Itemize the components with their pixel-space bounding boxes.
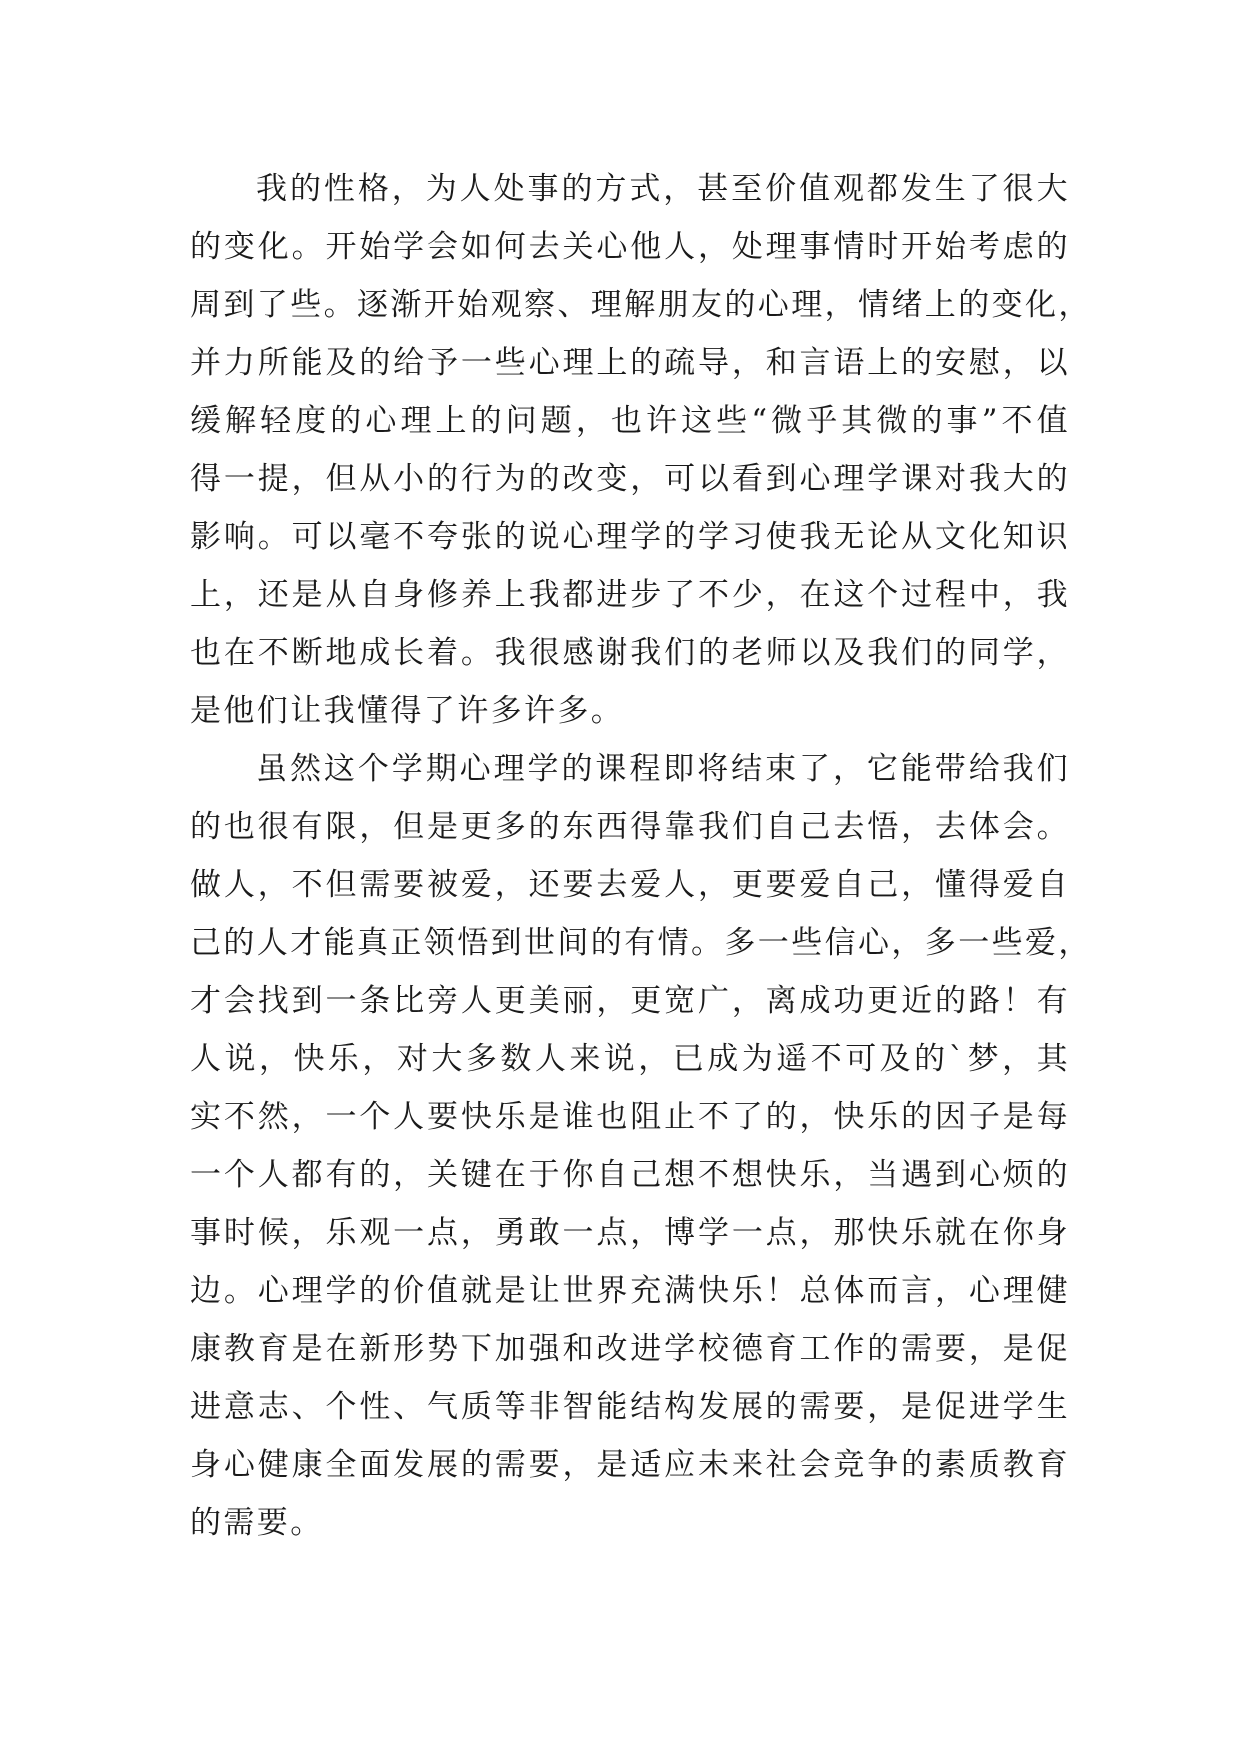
- text-line: 实不然，一个人要快乐是谁也阻止不了的，快乐的因子是每: [190, 1099, 1070, 1135]
- text-line: 缓解轻度的心理上的问题，也许这些“微乎其微的事”不值: [190, 403, 1070, 439]
- text-line: 我的性格，为人处事的方式，甚至价值观都发生了很大: [256, 171, 1070, 207]
- paragraph-1: [190, 160, 1092, 740]
- text-line: 并力所能及的给予一些心理上的疏导，和言语上的安慰，以: [190, 345, 1070, 381]
- text-line: 己的人才能真正领悟到世间的有情。多一些信心，多一些爱，: [190, 925, 1092, 961]
- text-line: 得一提，但从小的行为的改变，可以看到心理学课对我大的: [190, 461, 1070, 497]
- text-line: 人说，快乐，对大多数人来说，已成为遥不可及的`梦，其: [190, 1041, 1070, 1077]
- text-line: 的需要。: [190, 1505, 324, 1541]
- text-line: 进意志、个性、气质等非智能结构发展的需要，是促进学生: [190, 1389, 1070, 1425]
- text-line: 做人，不但需要被爱，还要去爱人，更要爱自己，懂得爱自: [190, 867, 1070, 903]
- text-line: 才会找到一条比旁人更美丽，更宽广，离成功更近的路！有: [190, 983, 1070, 1019]
- text-line: 身心健康全面发展的需要，是适应未来社会竞争的素质教育: [190, 1447, 1070, 1483]
- text-line: 是他们让我懂得了许多许多。: [190, 693, 625, 729]
- paragraph-2: [190, 740, 1092, 1552]
- text-line: 一个人都有的，关键在于你自己想不想快乐，当遇到心烦的: [190, 1157, 1070, 1193]
- text-line: 边。心理学的价值就是让世界充满快乐！总体而言，心理健: [190, 1273, 1070, 1309]
- text-line: 的也很有限，但是更多的东西得靠我们自己去悟，去体会。: [190, 809, 1070, 845]
- text-line: 康教育是在新形势下加强和改进学校德育工作的需要，是促: [190, 1331, 1070, 1367]
- text-line: 也在不断地成长着。我很感谢我们的老师以及我们的同学，: [190, 635, 1070, 671]
- text-line: 的变化。开始学会如何去关心他人，处理事情时开始考虑的: [190, 229, 1070, 265]
- text-line: 事时候，乐观一点，勇敢一点，博学一点，那快乐就在你身: [190, 1215, 1070, 1251]
- text-line: 周到了些。逐渐开始观察、理解朋友的心理，情绪上的变化，: [190, 287, 1092, 323]
- text-line: 影响。可以毫不夸张的说心理学的学习使我无论从文化知识: [190, 519, 1070, 555]
- text-line: 上，还是从自身修养上我都进步了不少，在这个过程中，我: [190, 577, 1070, 613]
- text-line: 虽然这个学期心理学的课程即将结束了，它能带给我们: [256, 751, 1070, 787]
- document-body: [190, 160, 1092, 1552]
